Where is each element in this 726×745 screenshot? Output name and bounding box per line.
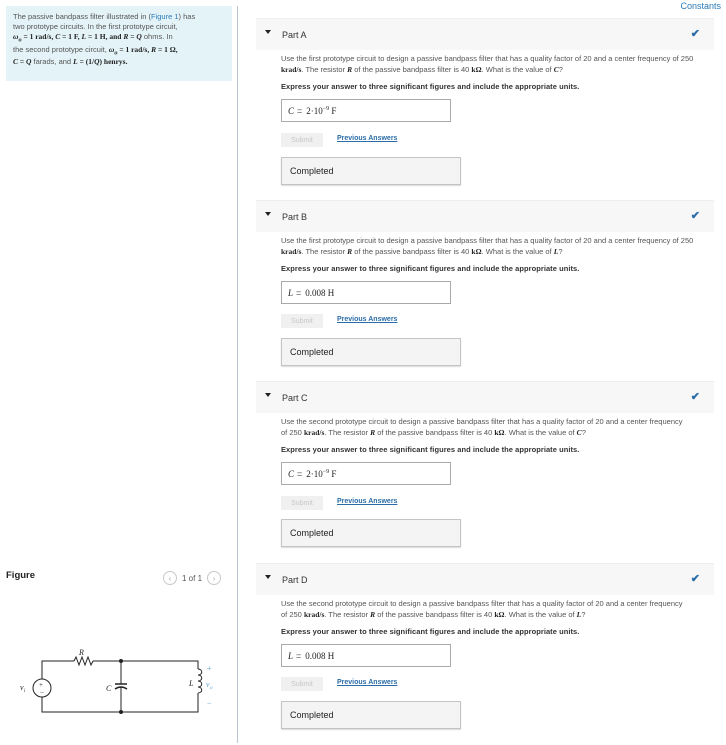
completed-status: Completed xyxy=(281,519,461,547)
instruction-text: Express your answer to three significant figures and include the appropriate units. xyxy=(281,627,580,636)
math-text: = 1 rad/s, xyxy=(117,44,152,54)
question-fragment: of the passive bandpass filter is 40 xyxy=(375,427,495,437)
question-fragment: . The resistor xyxy=(324,427,371,437)
question-fragment: . The resistor xyxy=(301,64,348,74)
question-text xyxy=(281,599,686,621)
question-text xyxy=(281,236,714,258)
answer-var: C xyxy=(288,468,295,479)
completed-status: Completed xyxy=(281,157,461,185)
checkmark-icon: ✔ xyxy=(690,210,700,222)
part-d-header[interactable] xyxy=(256,563,714,595)
completed-status: Completed xyxy=(281,338,461,366)
part-a-header[interactable] xyxy=(256,18,714,50)
question-fragment: ? xyxy=(558,246,563,256)
part-c-header[interactable] xyxy=(256,381,714,413)
math-var: C xyxy=(55,31,61,41)
caret-down-icon xyxy=(265,393,271,397)
math-text: ) henrys. xyxy=(99,57,128,67)
previous-answers-link[interactable]: Previous Answers xyxy=(337,135,398,142)
answer-field[interactable] xyxy=(281,644,451,667)
completed-status: Completed xyxy=(281,701,461,729)
submit-button[interactable]: Submit xyxy=(281,677,323,691)
answer-mantissa: 2·10 xyxy=(306,105,323,116)
math-text: = 1 rad/s, xyxy=(21,31,56,41)
chevron-left-icon[interactable]: ‹ xyxy=(163,571,177,585)
answer-exponent: −9 xyxy=(322,468,330,475)
capacitor-label: C xyxy=(106,684,112,693)
answer-value: 0.008 H xyxy=(305,287,335,298)
answer-unit: F xyxy=(329,468,337,479)
math-var: Q xyxy=(94,57,100,67)
unit-text: kΩ xyxy=(471,64,482,74)
wire xyxy=(42,693,198,712)
subscript: o xyxy=(18,36,22,44)
answer-value: 0.008 H xyxy=(305,650,335,661)
submit-button[interactable]: Submit xyxy=(281,496,323,510)
math-var: R xyxy=(370,609,376,619)
math-text: = 1 F, xyxy=(60,31,82,41)
question-fragment: . What is the value of xyxy=(504,427,577,437)
math-text: = 1 Ω, xyxy=(156,44,178,54)
answer-field[interactable] xyxy=(281,462,451,485)
answer-var: C xyxy=(288,105,295,116)
panel-divider xyxy=(237,6,238,743)
math-var: L xyxy=(553,246,559,256)
figure-link[interactable]: Figure 1 xyxy=(151,12,179,21)
part-title: Part D xyxy=(282,574,308,585)
answer-unit: F xyxy=(329,105,337,116)
unit-text: kΩ xyxy=(494,427,505,437)
question-fragment: of the passive bandpass filter is 40 xyxy=(352,64,472,74)
math-var: R xyxy=(123,31,129,41)
part-title: Part C xyxy=(282,392,308,403)
math-var: C xyxy=(13,57,19,67)
resistor-symbol xyxy=(74,657,93,665)
source-plus: + xyxy=(39,681,43,689)
instruction-text: Express your answer to three significant figures and include the appropriate units. xyxy=(281,445,580,454)
unit-text: krad/s xyxy=(281,64,302,74)
math-var: L xyxy=(73,57,78,67)
answer-value xyxy=(306,469,336,479)
output-plus: + xyxy=(207,664,212,673)
problem-statement xyxy=(6,6,232,81)
caret-down-icon xyxy=(265,575,271,579)
answer-eq: = xyxy=(297,105,303,116)
checkmark-icon: ✔ xyxy=(690,28,700,40)
instruction-text: Express your answer to three significant figures and include the appropriate units. xyxy=(281,82,580,91)
question-text xyxy=(281,54,714,76)
question-fragment: ? xyxy=(581,427,586,437)
math-text: = xyxy=(128,31,137,41)
math-var: C xyxy=(576,427,582,437)
question-fragment: ? xyxy=(581,609,586,619)
output-minus: − xyxy=(207,699,212,708)
caret-down-icon xyxy=(265,212,271,216)
math-var: C xyxy=(553,64,559,74)
math-var: L xyxy=(576,609,582,619)
problem-text: ) has xyxy=(178,12,196,21)
question-fragment: of the passive bandpass filter is 40 xyxy=(375,609,495,619)
inductor-symbol xyxy=(198,669,202,693)
math-var: Q xyxy=(26,57,32,67)
caret-down-icon xyxy=(265,30,271,34)
question-text xyxy=(281,417,686,439)
question-fragment: . The resistor xyxy=(324,609,371,619)
math-var: R xyxy=(151,44,157,54)
part-title: Part A xyxy=(282,29,307,40)
problem-text: two prototype circuits. In the first prototype circuit, xyxy=(13,21,178,31)
math-var: L xyxy=(81,31,87,41)
input-voltage-label: v xyxy=(20,683,24,692)
math-var: R xyxy=(347,246,353,256)
checkmark-icon: ✔ xyxy=(690,391,700,403)
previous-answers-link[interactable]: Previous Answers xyxy=(337,498,398,505)
answer-field[interactable] xyxy=(281,281,451,304)
problem-text: The passive bandpass filter illustrated in ( xyxy=(13,12,151,21)
instruction-text: Express your answer to three significant figures and include the appropriate units. xyxy=(281,264,580,273)
answer-eq: = xyxy=(297,468,303,479)
answer-eq: = xyxy=(296,287,302,298)
question-fragment: ? xyxy=(558,64,563,74)
figure-heading: Figure xyxy=(6,570,36,581)
submit-button[interactable]: Submit xyxy=(281,133,323,147)
subscript: o xyxy=(114,49,118,57)
problem-text: ohms. In xyxy=(141,31,173,41)
answer-field[interactable] xyxy=(281,99,451,122)
unit-text: krad/s xyxy=(303,427,325,437)
question-fragment: of the passive bandpass filter is 40 xyxy=(352,246,472,256)
unit-text: kΩ xyxy=(471,246,482,256)
constants-link[interactable]: Constants xyxy=(680,1,721,11)
previous-answers-link[interactable]: Previous Answers xyxy=(337,316,398,323)
problem-text: farads, and xyxy=(31,57,74,67)
part-b-panel xyxy=(256,200,714,357)
figure-page-count: 1 of 1 xyxy=(182,573,203,583)
math-var: Q xyxy=(136,31,142,41)
inductor-label: L xyxy=(189,679,194,688)
unit-text: krad/s xyxy=(281,246,302,256)
source-minus: − xyxy=(40,689,44,697)
answer-eq: = xyxy=(296,650,302,661)
output-voltage-label: v xyxy=(206,680,210,689)
math-var: R xyxy=(370,427,376,437)
resistor-label: R xyxy=(79,648,84,657)
math-text: = 1 H, and xyxy=(86,31,124,41)
submit-button[interactable]: Submit xyxy=(281,314,323,328)
part-b-header[interactable] xyxy=(256,200,714,232)
answer-var: L xyxy=(288,287,294,298)
previous-answers-link[interactable]: Previous Answers xyxy=(337,679,398,686)
figure-pager xyxy=(163,571,221,585)
math-var: R xyxy=(347,64,353,74)
junction-dot xyxy=(119,710,123,714)
checkmark-icon: ✔ xyxy=(690,573,700,585)
input-voltage-subscript: i xyxy=(24,689,26,694)
unit-text: krad/s xyxy=(303,609,325,619)
question-fragment: . What is the value of xyxy=(481,246,554,256)
answer-var: L xyxy=(288,650,294,661)
question-fragment: Use the second prototype circuit to design a passive bandpass filter that has a quality factor of 20 and a center frequency of 250 xyxy=(281,417,683,437)
wire xyxy=(42,661,74,679)
omega-symbol: ω xyxy=(13,31,19,41)
part-d-panel xyxy=(256,563,714,720)
chevron-right-icon[interactable]: › xyxy=(207,571,221,585)
unit-text: kΩ xyxy=(494,609,505,619)
wire xyxy=(93,661,198,669)
question-fragment: Use the first prototype circuit to design a passive bandpass filter that has a quality factor of 20 and a center frequency of 250 xyxy=(281,236,694,245)
answer-value xyxy=(306,106,336,116)
math-text: = xyxy=(18,57,27,67)
math-text: = (1/ xyxy=(77,57,95,67)
answer-mantissa: 2·10 xyxy=(306,468,323,479)
question-fragment: Use the second prototype circuit to design a passive bandpass filter that has a quality factor of 20 and a center frequency of 250 xyxy=(281,599,683,619)
question-fragment: . What is the value of xyxy=(481,64,554,74)
junction-dot xyxy=(119,659,123,663)
question-fragment: . The resistor xyxy=(301,246,348,256)
circuit-diagram xyxy=(14,644,224,724)
problem-text: the second prototype circuit, xyxy=(13,44,109,54)
question-fragment: . What is the value of xyxy=(504,609,577,619)
omega-symbol: ω xyxy=(108,44,115,54)
output-voltage-subscript: o xyxy=(210,686,213,691)
answer-exponent: −9 xyxy=(322,105,330,112)
part-title: Part B xyxy=(282,211,308,222)
question-fragment: Use the first prototype circuit to design a passive bandpass filter that has a quality factor of 20 and a center frequency of 250 xyxy=(281,54,694,63)
